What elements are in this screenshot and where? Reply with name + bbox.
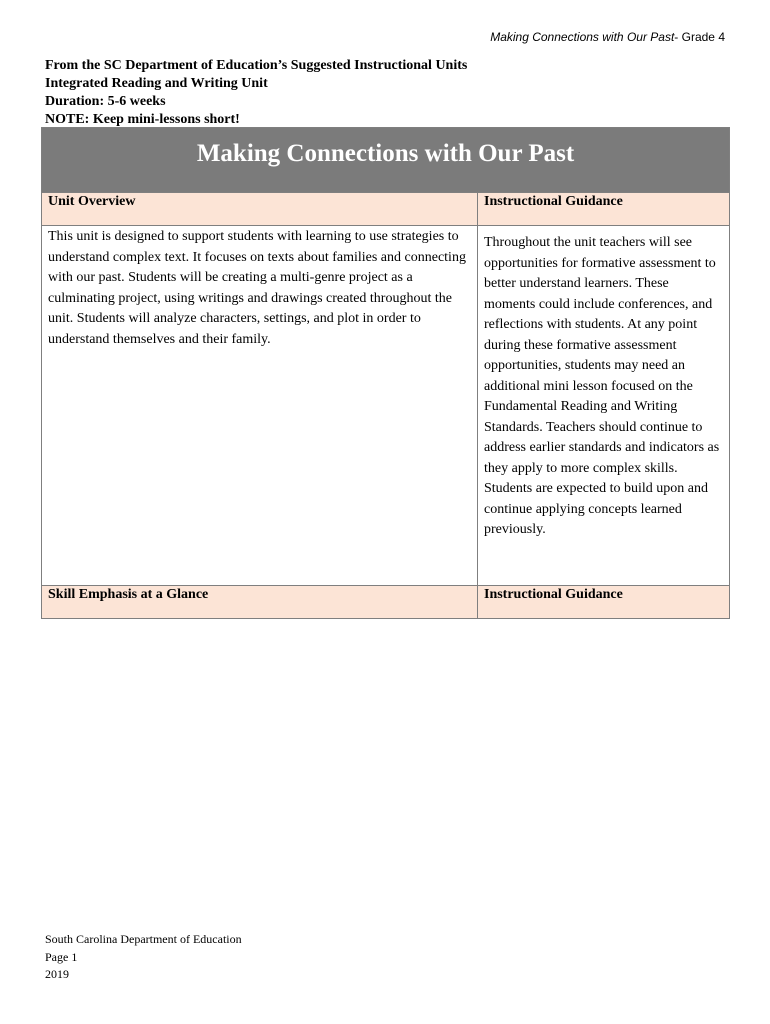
source-line: From the SC Department of Education’s Suggested Instructional Units (45, 58, 468, 73)
instructional-guidance-text: Throughout the unit teachers will see opportunities for formative assessment to better understand learners. These moments could include conferences, and reflections with students. At any point during these formative assessment opportunities, students may need an additional mini lesson focused on the Fundamental Reading and Writing Standards. Teachers should continue to address earlier standards and indicators as they apply to more complex skills. Students are expected to build upon and continue applying concepts learned previously. (484, 235, 720, 537)
intro-block (45, 57, 467, 129)
unit-overview-heading-cell (42, 193, 478, 226)
unit-title-banner (42, 128, 730, 193)
unit-table (41, 127, 730, 619)
unit-overview-cell (42, 226, 478, 586)
skill-emphasis-heading: Skill Emphasis at a Glance (48, 587, 209, 602)
unit-title: Making Connections with Our Past (196, 140, 575, 167)
running-header (490, 30, 725, 44)
footer-org: South Carolina Department of Education (45, 932, 242, 946)
unit-overview-text: This unit is designed to support students with learning to use strategies to understand complex text. It focuses on texts about families and connecting with our past. Students will be creating a multi-genre project as a culminating project, using writings and drawings created throughout the unit. Students will analyze characters, settings, and plot in order to understand themselves and their family. (48, 229, 466, 347)
instructional-guidance-heading-2-cell (478, 586, 730, 619)
instructional-guidance-heading-2: Instructional Guidance (484, 587, 623, 602)
running-header-title: Making Connections with Our Past (490, 30, 675, 44)
unit-type-line: Integrated Reading and Writing Unit (45, 76, 268, 91)
footer-page-number: Page 1 (45, 949, 78, 964)
footer-year: 2019 (45, 967, 69, 981)
instructional-guidance-heading: Instructional Guidance (484, 194, 623, 209)
instructional-guidance-cell (478, 226, 730, 586)
page-footer (45, 931, 242, 984)
duration-line: Duration: 5-6 weeks (45, 94, 166, 109)
running-header-grade: - Grade 4 (674, 30, 725, 44)
note-line: NOTE: Keep mini-lessons short! (45, 112, 240, 127)
skill-emphasis-heading-cell (42, 586, 478, 619)
unit-overview-heading: Unit Overview (48, 194, 136, 209)
instructional-guidance-heading-cell (478, 193, 730, 226)
